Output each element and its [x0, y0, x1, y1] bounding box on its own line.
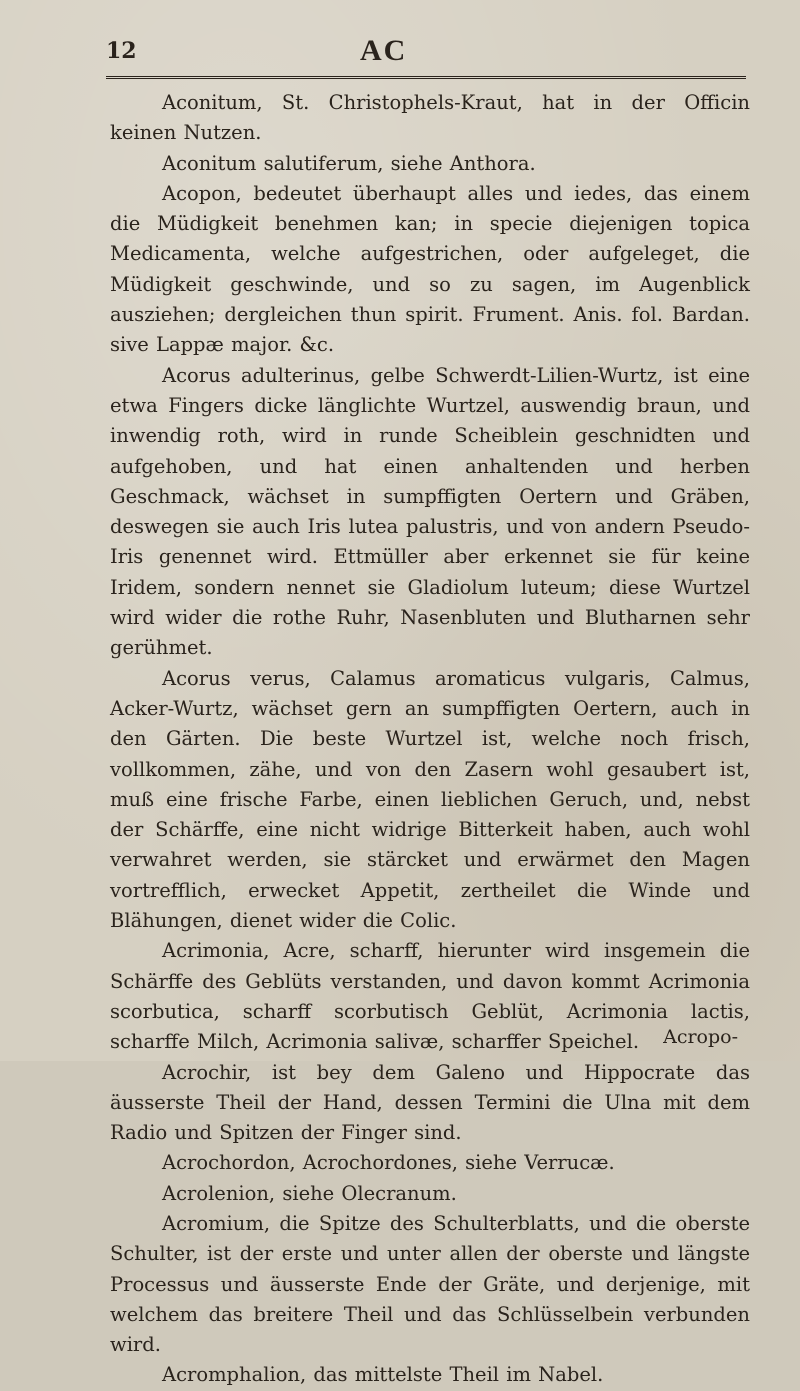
catchword: Acropo-: [663, 1026, 738, 1048]
entry-acopon: Acopon, bedeutet überhaupt alles und iedes, das einem die Müdigkeit benehmen kan; in specie diejenigen topica Medicamenta, welche aufgestrichen, oder aufgeleget, die Müdigkeit geschwinde, und so zu sagen, im Augenblick ausziehen; dergleichen thun spirit. Frument. Anis. fol. Bardan. sive Lappæ major. &c.: [110, 181, 750, 357]
entry-acorus-adulterinus: Acorus adulterinus, gelbe Schwerdt-Lilien-Wurtz, ist eine etwa Fingers dicke länglichte Wurtzel, auswendig braun, und inwendig roth, wird in runde Scheiblein geschnidten und aufgehoben, und hat einen anhaltenden und herben Geschmack, wächset in sumpffigten Oertern und Gräben, deswegen sie auch Iris lutea palustris, und von andern Pseudo-Iris genennet wird. Ettmüller aber erkennet sie für keine Iridem, sondern nennet sie Gladiolum luteum; diese Wurtzel wird wider die rothe Ruhr, Nasenbluten und Blutharnen sehr gerühmet.: [110, 363, 750, 660]
entry-aconitum: Aconitum, St. Christophels-Kraut, hat in der Officin keinen Nutzen.: [110, 91, 750, 145]
entry-acrolenion: Acrolenion, siehe Olecranum.: [162, 1181, 457, 1205]
page-header: [0, 34, 800, 74]
entry-aconitum-salutiferum: Aconitum salutiferum, siehe Anthora.: [162, 151, 536, 175]
running-head: AC: [360, 34, 408, 67]
entry-acrochir: Acrochir, ist bey dem Galeno und Hippocrate das äusserste Theil der Hand, dessen Termini die Ulna mit dem Radio und Spitzen der Finger sind.: [110, 1060, 750, 1145]
entry-acrochordon: Acrochordon, Acrochordones, siehe Verrucæ.: [162, 1151, 615, 1175]
entry-acrimonia: Acrimonia, Acre, scharff, hierunter wird insgemein die Schärffe des Geblüts verstanden, und davon kommt Acrimonia scorbutica, scharff scorbutisch Geblüt, Acrimonia lactis, scharffe Milch, Acrimonia salivæ, scharffer Speichel.: [110, 939, 750, 1054]
page-number: 12: [106, 38, 137, 64]
entry-acromphalion: Acromphalion, das mittelste Theil im Nabel.: [162, 1363, 604, 1387]
header-rule: [106, 76, 746, 79]
entry-acromium: Acromium, die Spitze des Schulterblatts, und die oberste Schulter, ist der erste und unter allen der oberste und längste Processus und äusserste Ende der Gräte, und derjenige, mit welchem das breitere Theil und das Schlüsselbein verbunden wird.: [110, 1211, 750, 1357]
entry-acorus-verus: Acorus verus, Calamus aromaticus vulgaris, Calmus, Acker-Wurtz, wächset gern an sumpffigten Oertern, auch in den Gärten. Die beste Wurtzel ist, welche noch frisch, vollkommen, zähe, und von den Zasern wohl gesaubert ist, muß eine frische Farbe, einen lieblichen Geruch, und, nebst der Schärffe, eine nicht widrige Bitterkeit haben, auch wohl verwahret werden, sie stärcket und erwärmet den Magen vortrefflich, erwecket Appetit, zertheilet die Winde und Blähungen, dienet wider die Colic.: [110, 666, 750, 933]
dictionary-entries: [110, 88, 750, 1391]
